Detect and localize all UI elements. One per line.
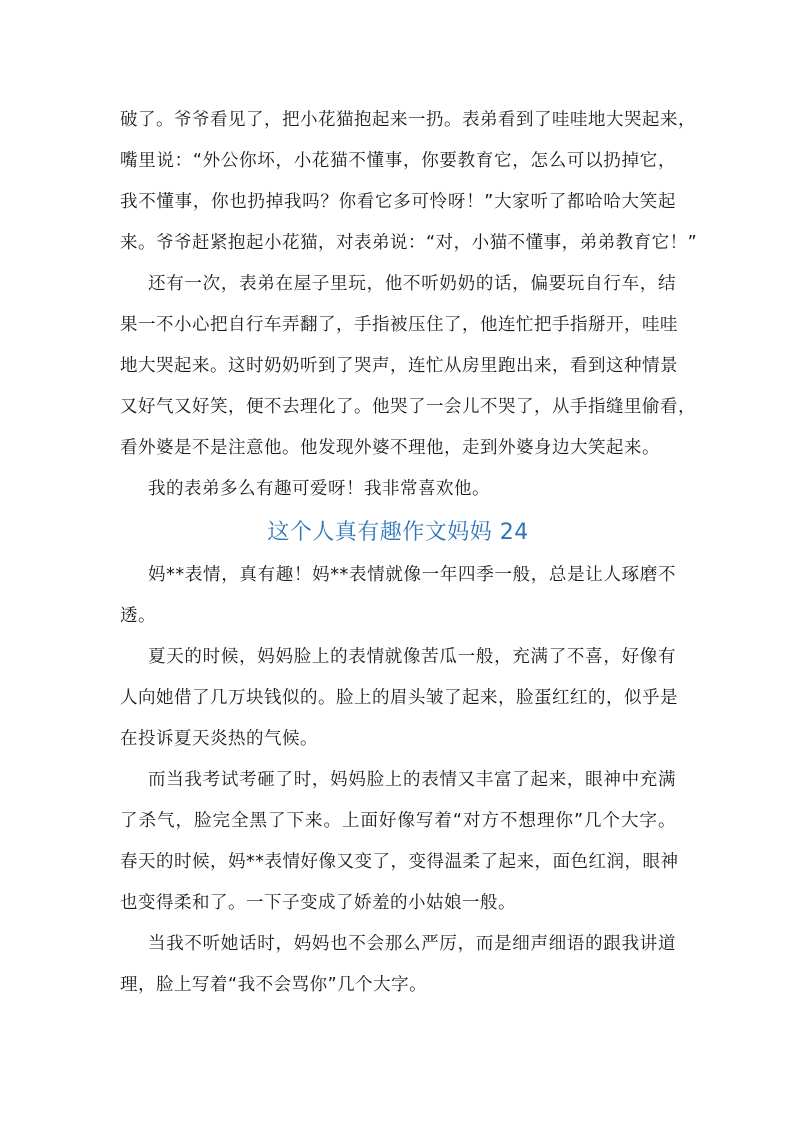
paragraph <box>120 264 696 469</box>
text-line: 来。爷爷赶紧抱起小花猫，对表弟说：“对，小猫不懂事，弟弟教育它！” <box>120 233 698 253</box>
text-line: 人向她借了几万块钱似的。脸上的眉头皱了起来，脸蛋红红的，似乎是 <box>120 688 678 708</box>
text-line: 破了。爷爷看见了，把小花猫抱起来一扔。表弟看到了哇哇地大哭起来， <box>120 110 696 130</box>
text-line: 嘴里说：“外公你坏，小花猫不懂事，你要教育它，怎么可以扔掉它， <box>120 151 676 171</box>
text-line: 春天的时候，妈**表情好像又变了，变得温柔了起来，面色红润，眼神 <box>120 852 679 872</box>
text-line: 果一不小心把自行车弄翻了，手指被压住了，他连忙把手指掰开，哇哇 <box>120 315 678 335</box>
paragraph <box>120 760 679 924</box>
text-line: 地大哭起来。这时奶奶听到了哭声，连忙从房里跑出来，看到这种情景 <box>120 356 678 376</box>
paragraph <box>120 100 698 264</box>
text-line: 我的表弟多么有趣可爱呀！我非常喜欢他。 <box>148 479 490 499</box>
text-line: 妈**表情，真有趣！妈**表情就像一年四季一般，总是让人琢磨不 <box>148 565 676 585</box>
section-heading: 这个人真有趣作文妈妈 24 <box>267 520 529 545</box>
text-line: 理，脸上写着“我不会骂你”几个大字。 <box>120 975 428 995</box>
text-line: 夏天的时候，妈妈脸上的表情就像苦瓜一般，充满了不喜，好像有 <box>148 647 676 667</box>
text-line: 而当我考试考砸了时，妈妈脸上的表情又丰富了起来，眼神中充满 <box>148 770 676 790</box>
text-line: 了杀气，脸完全黑了下来。上面好像写着“对方不想理你”几个大字。 <box>120 811 676 831</box>
paragraph <box>120 469 676 510</box>
text-line: 我不懂事，你也扔掉我吗？你看它多可怜呀！”大家听了都哈哈大笑起 <box>120 192 676 212</box>
text-line: 还有一次，表弟在屋子里玩，他不听奶奶的话，偏要玩自行车，结 <box>148 274 676 294</box>
text-line: 当我不听她话时，妈妈也不会那么严厉，而是细声细语的跟我讲道 <box>148 934 676 954</box>
document-page <box>120 100 698 1006</box>
text-line: 在投诉夏天炎热的气候。 <box>120 729 318 749</box>
paragraph <box>120 637 676 760</box>
text-line: 也变得柔和了。一下子变成了娇羞的小姑娘一般。 <box>120 893 516 913</box>
text-line: 透。 <box>120 606 156 626</box>
paragraph <box>120 555 676 637</box>
text-line: 看外婆是不是注意他。他发现外婆不理他，走到外婆身边大笑起来。 <box>120 438 660 458</box>
paragraph <box>120 924 676 1006</box>
text-line: 又好气又好笑，便不去理化了。他哭了一会儿不哭了，从手指缝里偷看， <box>120 397 696 417</box>
